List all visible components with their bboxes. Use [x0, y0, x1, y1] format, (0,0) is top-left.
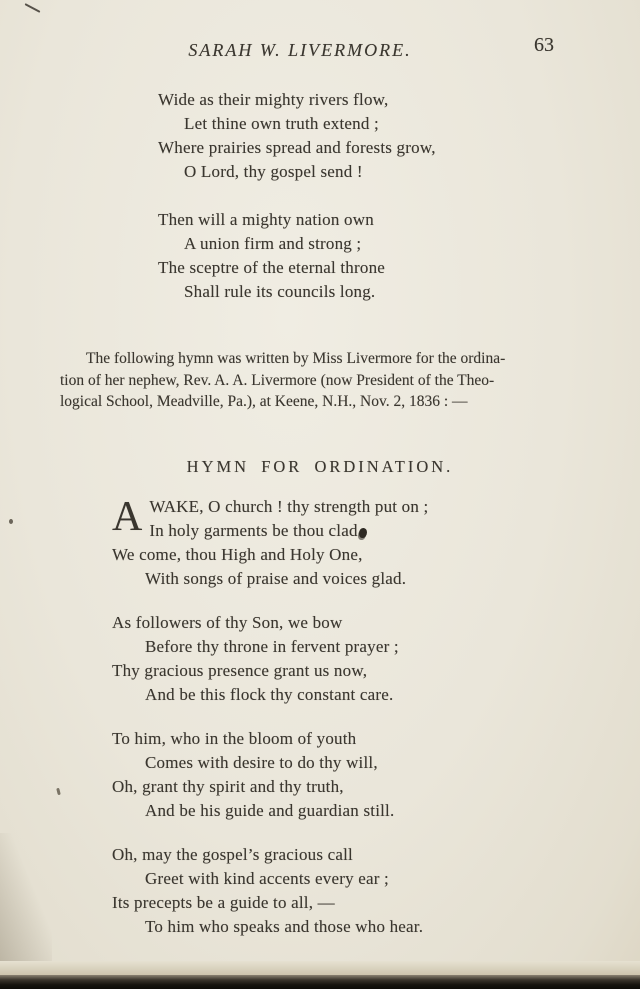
- poem-line: Its precepts be a guide to all, —: [112, 892, 335, 912]
- poem-line-text: WAKE, O church ! thy strength put on ;: [149, 496, 429, 516]
- hymn-stanza-1: [112, 495, 640, 591]
- poem-line: Thy gracious presence grant us now,: [112, 660, 368, 680]
- poem-line: A union firm and strong ;: [184, 234, 362, 253]
- opening-poem-stanza-1: [158, 88, 640, 184]
- poem-line: Oh, grant thy spirit and thy truth,: [112, 776, 344, 796]
- poem-line-text: In holy garments be thou clad: [149, 520, 358, 540]
- poem-line: Oh, may the gospel’s gracious call: [112, 844, 353, 864]
- poem-line: Where prairies spread and forests grow,: [158, 138, 436, 157]
- poem-line: Wide as their mighty rivers flow,: [158, 90, 389, 109]
- poem-line: Then will a mighty nation own: [158, 210, 374, 229]
- note-line: The following hymn was written by Miss Livermore for the ordina-: [86, 350, 506, 367]
- page-bottom-shading: [0, 961, 640, 975]
- scan-speck: [56, 788, 61, 796]
- drop-cap-initial: A: [112, 493, 143, 540]
- poem-line: Before thy throne in fervent prayer ;: [145, 636, 399, 656]
- page-number: 63: [534, 34, 554, 56]
- ink-blot-artifact: [359, 528, 367, 538]
- page-header: [0, 0, 640, 66]
- poem-line: We come, thou High and Holy One,: [112, 544, 363, 564]
- editorial-note: [60, 348, 584, 413]
- poem-line: And be this flock thy constant care.: [145, 684, 394, 704]
- poem-line: With songs of praise and voices glad.: [145, 568, 407, 588]
- book-edge-shadow: [0, 975, 640, 989]
- opening-poem-stanza-2: [158, 208, 640, 304]
- poem-line: To him who speaks and those who hear.: [145, 916, 424, 936]
- poem-line: [112, 519, 640, 543]
- poem-line: The sceptre of the eternal throne: [158, 258, 386, 277]
- poem-line: Let thine own truth extend ;: [184, 114, 379, 133]
- poem-line: Comes with desire to do thy will,: [145, 752, 378, 772]
- hymn-stanza-2: [112, 611, 640, 707]
- page-corner-shadow: [0, 833, 52, 963]
- poem-line: To him, who in the bloom of youth: [112, 728, 357, 748]
- hymn-title: HYMN FOR ORDINATION.: [186, 456, 454, 476]
- running-title: SARAH W. LIVERMORE.: [188, 40, 412, 60]
- hymn-stanza-3: [112, 727, 640, 823]
- poem-line: As followers of thy Son, we bow: [112, 612, 343, 632]
- hymn-stanza-4: [112, 843, 640, 939]
- note-line: logical School, Meadville, Pa.), at Keene, N.H., Nov. 2, 1836 : —: [60, 393, 468, 410]
- poem-line: O Lord, thy gospel send !: [184, 162, 363, 181]
- note-line: tion of her nephew, Rev. A. A. Livermore (now President of the Theo-: [60, 371, 495, 389]
- poem-line: Greet with kind accents every ear ;: [145, 868, 389, 888]
- poem-line: Shall rule its councils long.: [184, 282, 376, 301]
- poem-line: And be his guide and guardian still.: [145, 800, 395, 820]
- hymn-body: [112, 495, 640, 939]
- opening-poem: [158, 88, 640, 304]
- scan-speck: [9, 519, 13, 524]
